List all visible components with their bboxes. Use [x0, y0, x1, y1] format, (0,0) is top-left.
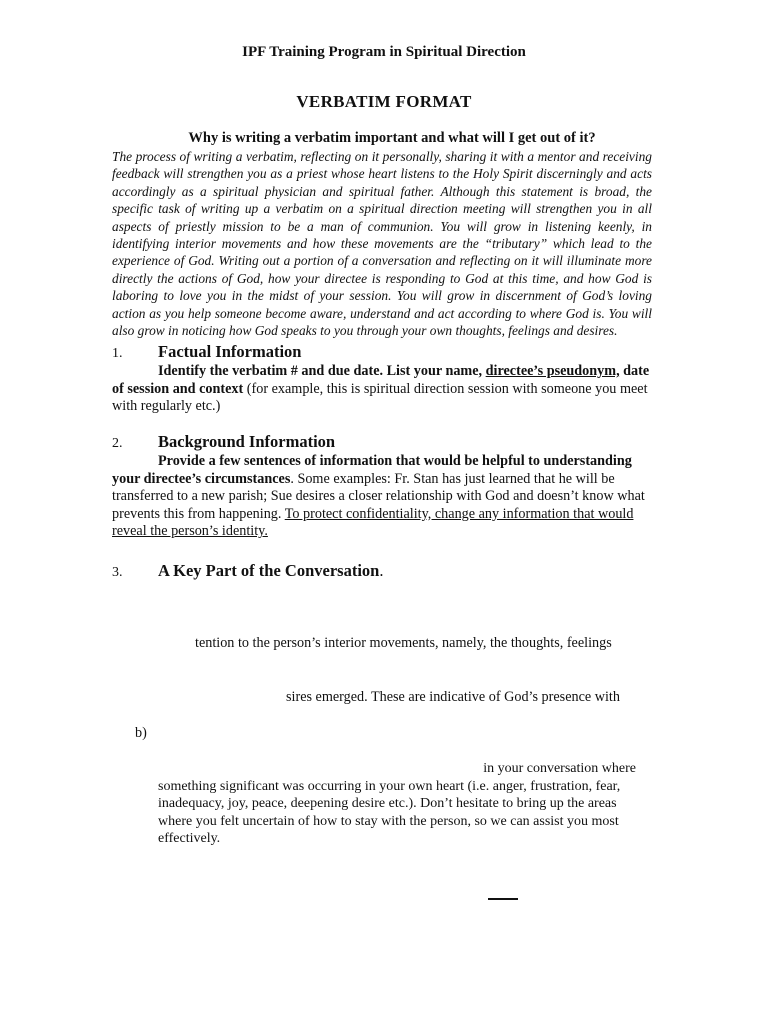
- section-2-title: Background Information: [158, 432, 336, 451]
- section-3-title-period: .: [379, 561, 384, 580]
- horizontal-rule-mark: [488, 898, 518, 900]
- section-1-title: Factual Information: [158, 342, 302, 361]
- document-program-title: IPF Training Program in Spiritual Direction: [242, 44, 526, 60]
- section-1-body: [112, 363, 652, 416]
- section-1-plain-text: (for example, this is spiritual direction session with someone you meet with regularly etc.): [112, 380, 648, 415]
- intro-paragraph: The process of writing a verbatim, reflecting on it personally, sharing it with a mentor and receiving feedback will strengthen you as a priest whose heart listens to the Holy Spirit discerningly and acts accordingly as a spiritual physician and spiritual father. Although this statement is broad, the specific task of writing up a verbatim on a spiritual direction meeting will strengthen you in all aspects of priestly mission to be a man of communion. You will grow in listening keenly, in identifying interior movements and how these movements are the “tributary” which lead to the experience of God. Writing out a portion of a conversation and reflecting on it will illuminate more directly the actions of God, how your directee is responding to God at this time, and how God is laboring to love you in the midst of your session. You will grow in discernment of God’s loving action as you help someone become aware, understand and act according to where God is. You will also grow in noticing how God speaks to you through your own thoughts, feelings and desires.: [112, 149, 652, 339]
- section-1-pseudonym-text: directee’s pseudonym,: [485, 363, 620, 379]
- section-3-fragment-1: tention to the person’s interior movements, namely, the thoughts, feelings: [195, 635, 612, 651]
- section-2-confidentiality-note: To protect confidentiality, change any information that would reveal the person’s identity.: [112, 505, 634, 540]
- section-3-title-text: A Key Part of the Conversation: [158, 561, 380, 580]
- document-format-heading: VERBATIM FORMAT: [296, 92, 472, 111]
- section-2-bold-text: Provide a few sentences of information that would be helpful to understanding your directee’s circumstances: [112, 453, 632, 487]
- section-1-number: 1.: [112, 346, 123, 361]
- section-1-bold-text-2: date of session and context: [112, 363, 650, 397]
- section-2-number: 2.: [112, 436, 123, 451]
- section-3-number: 3.: [112, 565, 123, 580]
- section-1-bold-text: Identify the verbatim # and due date. List your name,: [158, 363, 486, 379]
- section-3-fragment-2: sires emerged. These are indicative of God’s presence with: [286, 689, 620, 705]
- section-3-title: [158, 561, 383, 581]
- section-3-reflection-text: [158, 760, 646, 848]
- section-3-reflection-first-line: in your conversation where: [483, 761, 636, 776]
- section-2-body: [112, 453, 652, 541]
- section-3-item-b-label: b): [135, 725, 147, 741]
- section-2-plain-text: . Some examples: Fr. Stan has just learned that he will be transferred to a new parish; Sue desires a closer relationship with God and doesn’t know what prevents this from happening.: [112, 470, 645, 522]
- section-3-reflection-rest: something significant was occurring in your own heart (i.e. anger, frustration, fear, inadequacy, joy, peace, deepening desire etc.). Don’t hesitate to bring up the areas where you felt uncertain of how to stay with the person, so we can assist you most effectively.: [158, 778, 621, 847]
- intro-question: Why is writing a verbatim important and what will I get out of it?: [188, 130, 596, 146]
